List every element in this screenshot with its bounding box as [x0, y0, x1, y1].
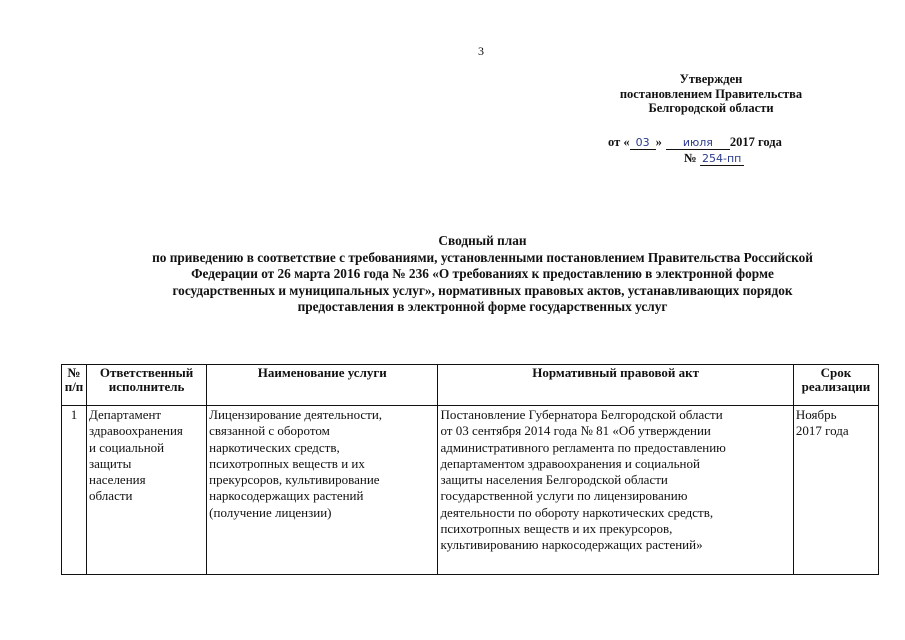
header-num: № п/п — [62, 365, 87, 406]
date-suffix: 2017 года — [729, 135, 782, 149]
plan-table — [61, 364, 879, 575]
row-term: Ноябрь 2017 года — [793, 406, 878, 575]
number-prefix: № — [684, 151, 697, 165]
header-term: Срок реализации — [793, 365, 878, 406]
approval-stamp — [600, 72, 822, 116]
table-header-row — [62, 365, 879, 406]
approval-line-2: постановлением Правительства — [619, 86, 803, 101]
title-line-3: Федерации от 26 марта 2016 года № 236 «О требованиях к предоставлению в электронной форме — [191, 266, 774, 281]
page-number: 3 — [478, 44, 484, 58]
title-line-2: по приведению в соответствие с требованиями, установленными постановлением Правительства Российской — [152, 249, 813, 265]
document-title — [95, 233, 870, 316]
date-month: июля — [666, 137, 730, 150]
header-act: Нормативный правовой акт — [438, 365, 793, 406]
date-prefix: от « — [608, 135, 630, 149]
title-line-5: предоставления в электронной форме государственных услуг — [297, 299, 668, 314]
header-executor: Ответственный исполнитель — [87, 365, 207, 406]
approval-number — [684, 151, 744, 166]
approval-date — [608, 135, 818, 150]
row-act: Постановление Губернатора Белгородской области от 03 сентября 2014 года № 81 «Об утверждении административного регламента по предоставлению департаментом здравоохранения и социальной защиты населения Белгородской области государственной услуги по лицензированию деятельности по обороту наркотических средств, психотропных веществ и их прекурсоров, культивированию наркосодержащих растений» — [438, 406, 793, 575]
row-num: 1 — [62, 406, 87, 575]
approval-line-1: Утвержден — [679, 72, 743, 86]
row-executor: Департамент здравоохранения и социальной защиты населения области — [87, 406, 207, 575]
title-line-1: Сводный план — [438, 233, 527, 248]
approval-line-3: Белгородской области — [648, 101, 774, 115]
header-service: Наименование услуги — [207, 365, 438, 406]
date-day: 03 — [630, 137, 656, 150]
table-row — [62, 406, 879, 575]
row-service: Лицензирование деятельности, связанной с оборотом наркотических средств, психотропных веществ и их прекурсоров, культивирование наркосодержащих растений (получение лицензии) — [207, 406, 438, 575]
title-line-4: государственных и муниципальных услуг», нормативных правовых актов, устанавливающих порядок — [172, 282, 793, 298]
date-mid: » — [655, 135, 662, 149]
number-value: 254-пп — [700, 153, 744, 166]
